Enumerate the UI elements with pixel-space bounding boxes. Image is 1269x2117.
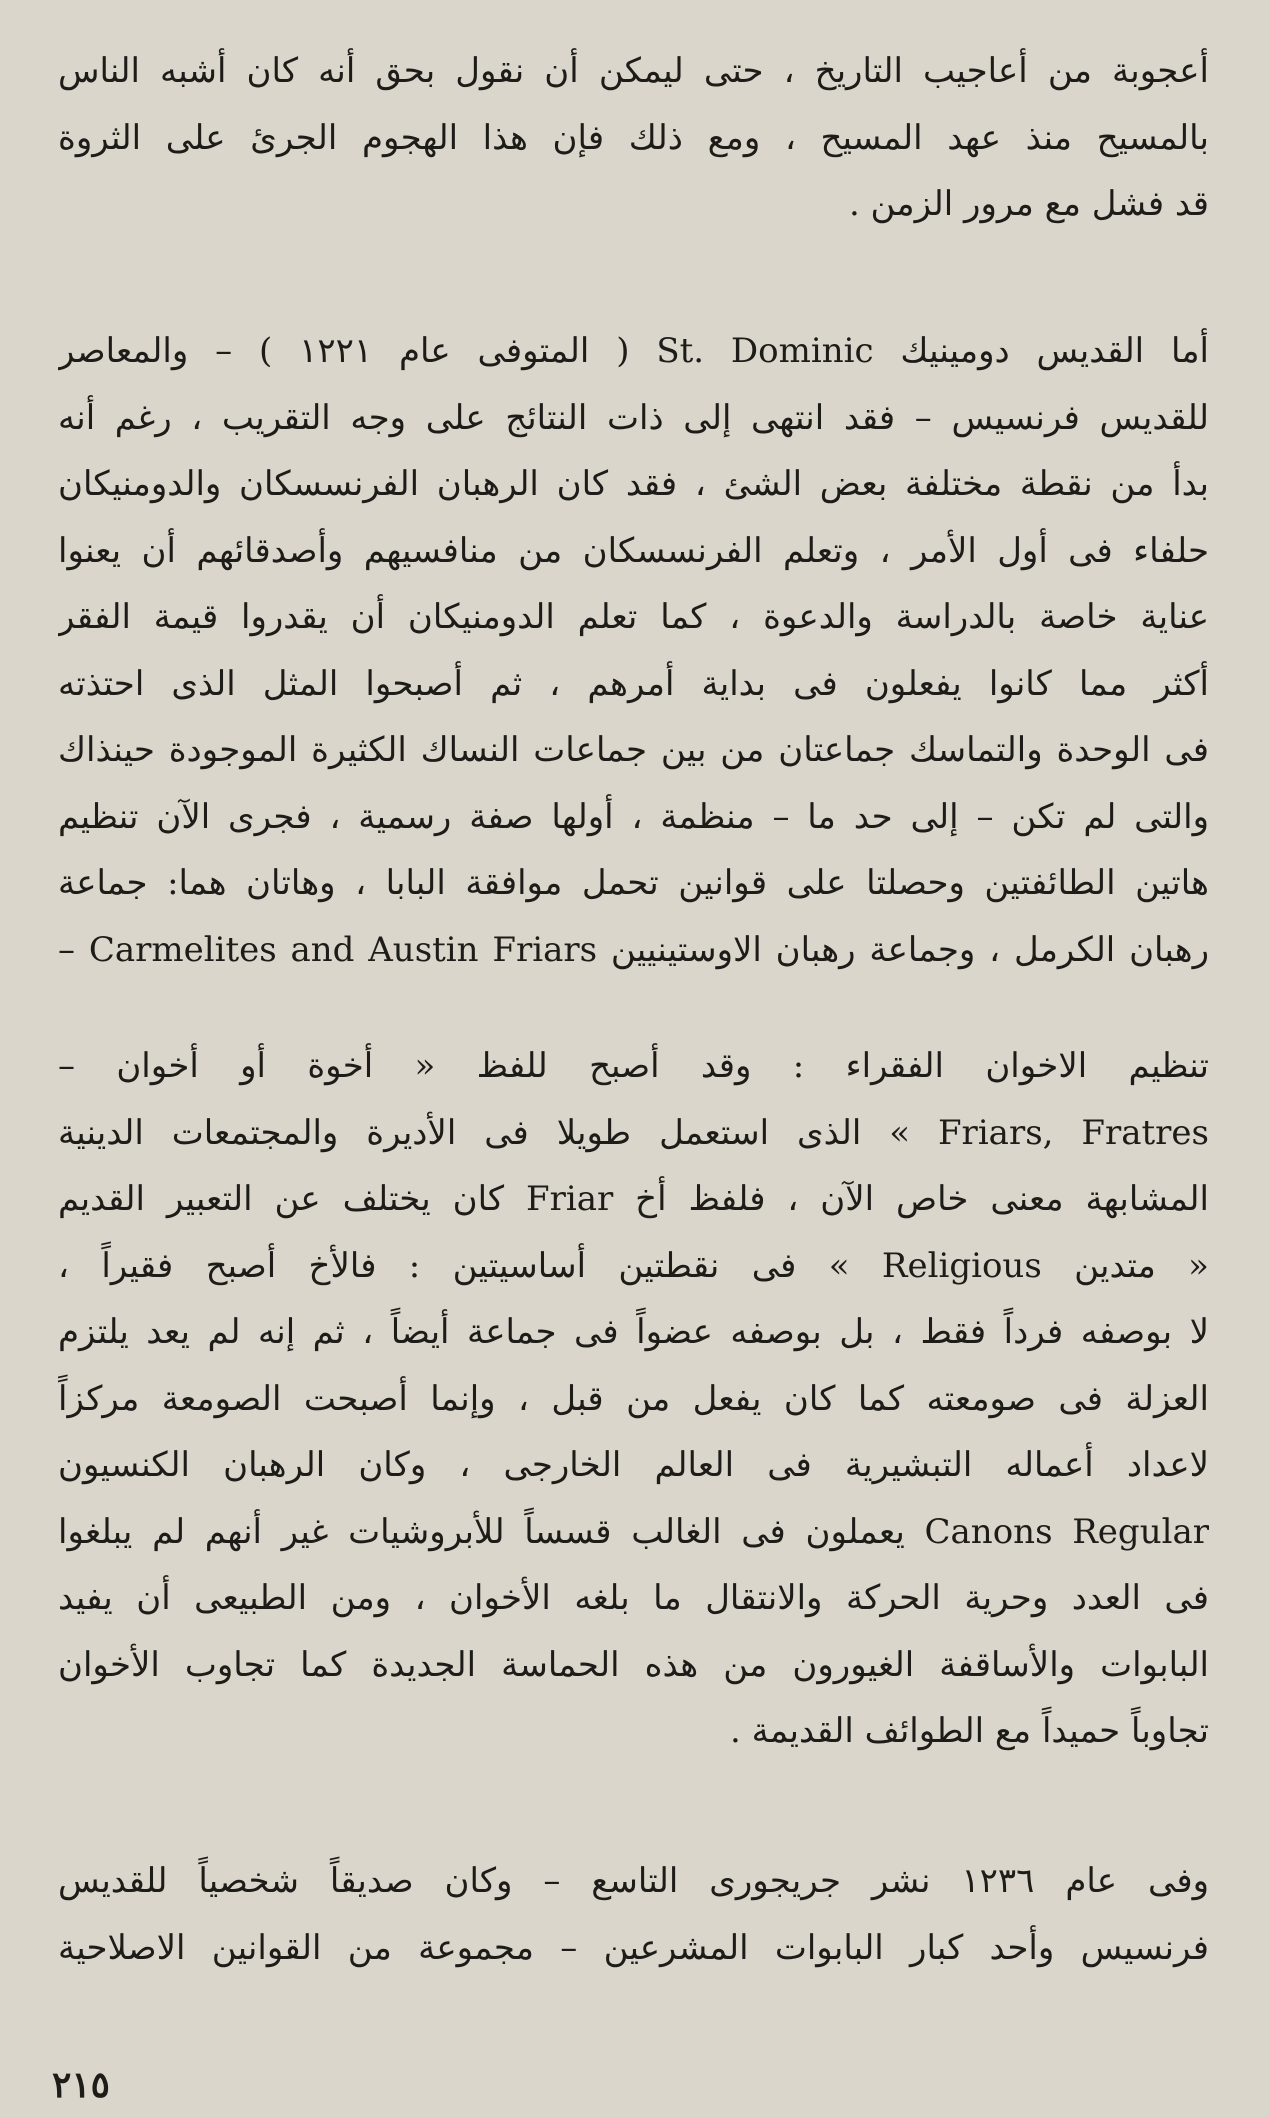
text-line: رهبان الكرمل ، وجماعة رهبان الاوستينيين Carmelites and Austin Friars – bbox=[58, 929, 1209, 970]
text-line: Canons Regular يعملون فى الغالب قسساً للأبروشيات غير أنهم لم يبلغوا bbox=[58, 1511, 1209, 1552]
text-line: العزلة فى صومعته كما كان يفعل من قبل ، وإنما أصبحت الصومعة مركزاً bbox=[58, 1378, 1209, 1419]
text-line: قد فشل مع مرور الزمن . bbox=[848, 184, 1209, 224]
text-line: البابوات والأساقفة الغيورون من هذه الحماسة الجديدة كما تجاوب الأخوان bbox=[58, 1644, 1209, 1685]
text-line: Friars, Fratres » الذى استعمل طويلا فى الأديرة والمجتمعات الدينية bbox=[58, 1112, 1209, 1153]
text-line: لا بوصفه فرداً فقط ، بل بوصفه عضواً فى جماعة أيضاً ، ثم إنه لم يعد يلتزم bbox=[58, 1312, 1209, 1352]
text-line: حلفاء فى أول الأمر ، وتعلم الفرنسسكان من منافسيهم وأصدقائهم أن يعنوا bbox=[58, 530, 1209, 571]
text-line: أما القديس دومينيك St. Dominic ( المتوفى عام ١٢٢١ ) – والمعاصر bbox=[58, 331, 1209, 371]
page-number: ٢١٥ bbox=[52, 2064, 111, 2106]
paragraph-3 bbox=[58, 1033, 1209, 1765]
text-line: فى العدد وحرية الحركة والانتقال ما بلغه الأخوان ، ومن الطبيعى أن يفيد bbox=[58, 1578, 1209, 1618]
text-line: هاتين الطائفتين وحصلتا على قوانين تحمل موافقة البابا ، وهاتان هما: جماعة bbox=[58, 863, 1209, 903]
text-line: للقديس فرنسيس – فقد انتهى إلى ذات النتائج على وجه التقريب ، رغم أنه bbox=[58, 397, 1209, 438]
text-line: وفى عام ١٢٣٦ نشر جريجورى التاسع – وكان صديقاً شخصياً للقديس bbox=[58, 1861, 1209, 1901]
text-line: فى الوحدة والتماسك جماعتان من بين جماعات النساك الكثيرة الموجودة حينذاك bbox=[58, 730, 1209, 770]
text-line: بدأ من نقطة مختلفة بعض الشئ ، فقد كان الرهبان الفرنسسكان والدومنيكان bbox=[58, 464, 1209, 504]
text-line: تجاوباً حميداً مع الطوائف القديمة . bbox=[730, 1711, 1209, 1751]
text-line: بالمسيح منذ عهد المسيح ، ومع ذلك فإن هذا الهجوم الجرئ على الثروة bbox=[58, 117, 1209, 158]
text-line: أكثر مما كانوا يفعلون فى بداية أمرهم ، ثم أصبحوا المثل الذى احتذته bbox=[58, 663, 1209, 704]
paragraph-4 bbox=[58, 1848, 1209, 1981]
text-line: أعجوبة من أعاجيب التاريخ ، حتى ليمكن أن نقول بحق أنه كان أشبه الناس bbox=[58, 51, 1209, 91]
text-line: لاعداد أعماله التبشيرية فى العالم الخارجى ، وكان الرهبان الكنسيون bbox=[58, 1445, 1209, 1485]
text-line: والتى لم تكن – إلى حد ما – منظمة ، أولها صفة رسمية ، فجرى الآن تنظيم bbox=[58, 796, 1209, 837]
text-line: « متدين Religious » فى نقطتين أساسيتين : فالأخ أصبح فقيراً ، bbox=[58, 1245, 1209, 1286]
text-line: عناية خاصة بالدراسة والدعوة ، كما تعلم الدومنيكان أن يقدروا قيمة الفقر bbox=[58, 597, 1209, 637]
text-line: المشابهة معنى خاص الآن ، فلفظ أخ Friar كان يختلف عن التعبير القديم bbox=[58, 1179, 1209, 1219]
paragraph-2 bbox=[58, 318, 1209, 983]
text-line: تنظيم الاخوان الفقراء : وقد أصبح للفظ « أخوة أو أخوان – bbox=[58, 1046, 1209, 1086]
paragraph-1 bbox=[58, 38, 1209, 238]
text-line: فرنسيس وأحد كبار البابوات المشرعين – مجموعة من القوانين الاصلاحية bbox=[58, 1927, 1209, 1968]
